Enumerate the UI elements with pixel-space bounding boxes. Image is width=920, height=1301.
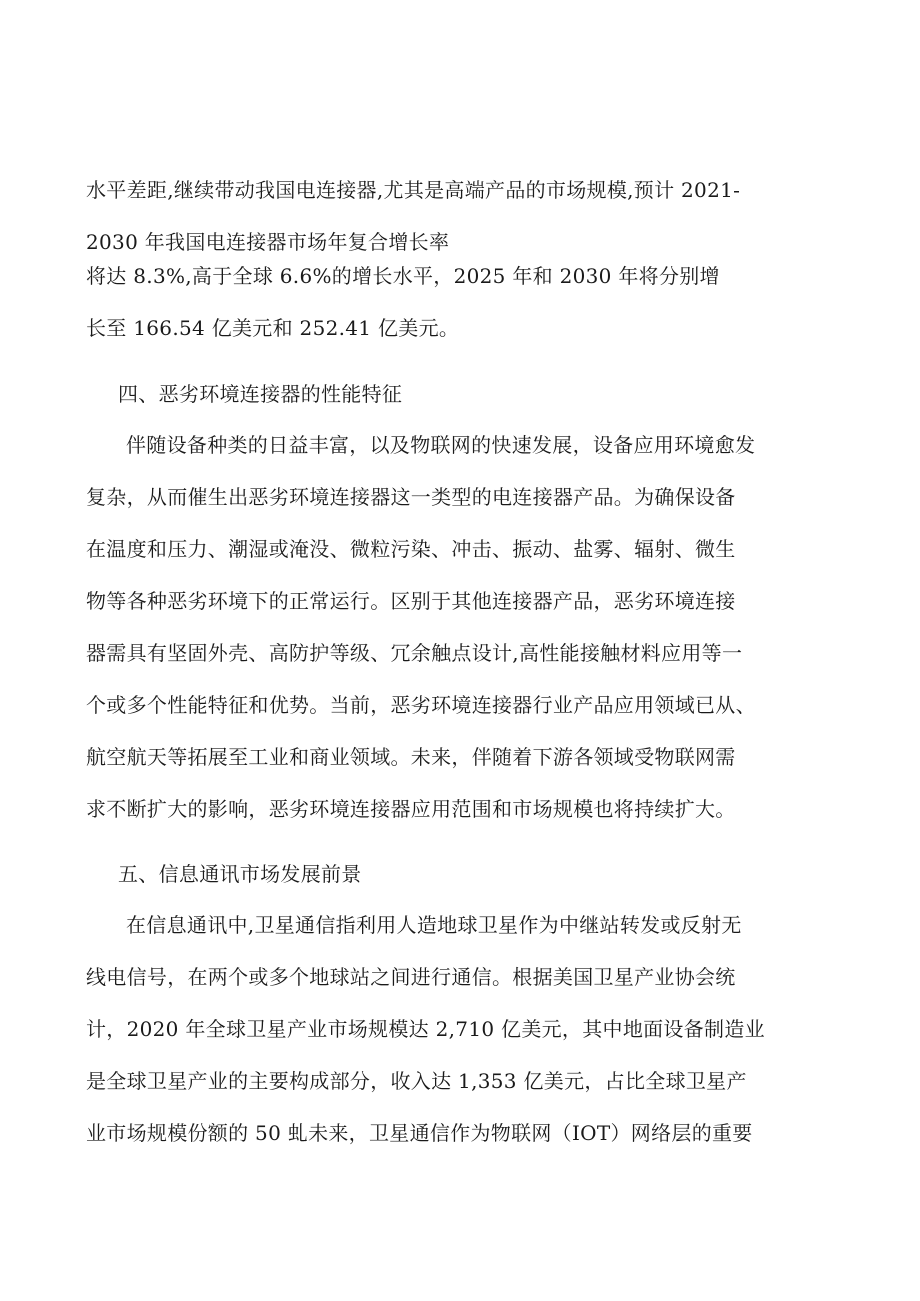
paragraph-line: 2030 年我国电连接器市场年复合增长率: [86, 230, 450, 254]
section-heading: 五、信息通讯市场发展前景: [118, 862, 362, 886]
paragraph-line: 个或多个性能特征和优势。当前，恶劣环境连接器行业产品应用领域已从、: [86, 693, 756, 717]
paragraph-line: 物等各种恶劣环境下的正常运行。区别于其他连接器产品，恶劣环境连接: [86, 589, 736, 613]
paragraph-line: 在温度和压力、潮湿或淹没、微粒污染、冲击、振动、盐雾、辐射、微生: [86, 537, 736, 561]
paragraph-line: 航空航天等拓展至工业和商业领域。未来，伴随着下游各领域受物联网需: [86, 745, 736, 769]
paragraph-line: 计，2020 年全球卫星产业市场规模达 2,710 亿美元，其中地面设备制造业: [86, 1017, 765, 1041]
paragraph-line: 器需具有坚固外壳、高防护等级、冗余触点设计,高性能接触材料应用等一: [86, 641, 743, 665]
paragraph-line: 水平差距,继续带动我国电连接器,尤其是高端产品的市场规模,预计 2021-: [86, 178, 741, 202]
paragraph-line: 在信息通讯中,卫星通信指利用人造地球卫星作为中继站转发或反射无: [126, 913, 742, 937]
paragraph-line: 复杂，从而催生出恶劣环境连接器这一类型的电连接器产品。为确保设备: [86, 485, 736, 509]
section-heading: 四、恶劣环境连接器的性能特征: [118, 382, 403, 406]
paragraph-line: 线电信号，在两个或多个地球站之间进行通信。根据美国卫星产业协会统: [86, 965, 736, 989]
paragraph-line: 求不断扩大的影响，恶劣环境连接器应用范围和市场规模也将持续扩大。: [86, 797, 736, 821]
paragraph-line: 将达 8.3%,高于全球 6.6%的增长水平，2025 年和 2030 年将分别增: [86, 264, 720, 288]
paragraph-line: 是全球卫星产业的主要构成部分，收入达 1,353 亿美元，占比全球卫星产: [86, 1069, 747, 1093]
paragraph-line: 伴随设备种类的日益丰富，以及物联网的快速发展，设备应用环境愈发: [126, 433, 756, 457]
paragraph-line: 业市场规模份额的 50 虬未来，卫星通信作为物联网（IOT）网络层的重要: [86, 1121, 753, 1145]
paragraph-line: 长至 166.54 亿美元和 252.41 亿美元。: [86, 316, 460, 340]
